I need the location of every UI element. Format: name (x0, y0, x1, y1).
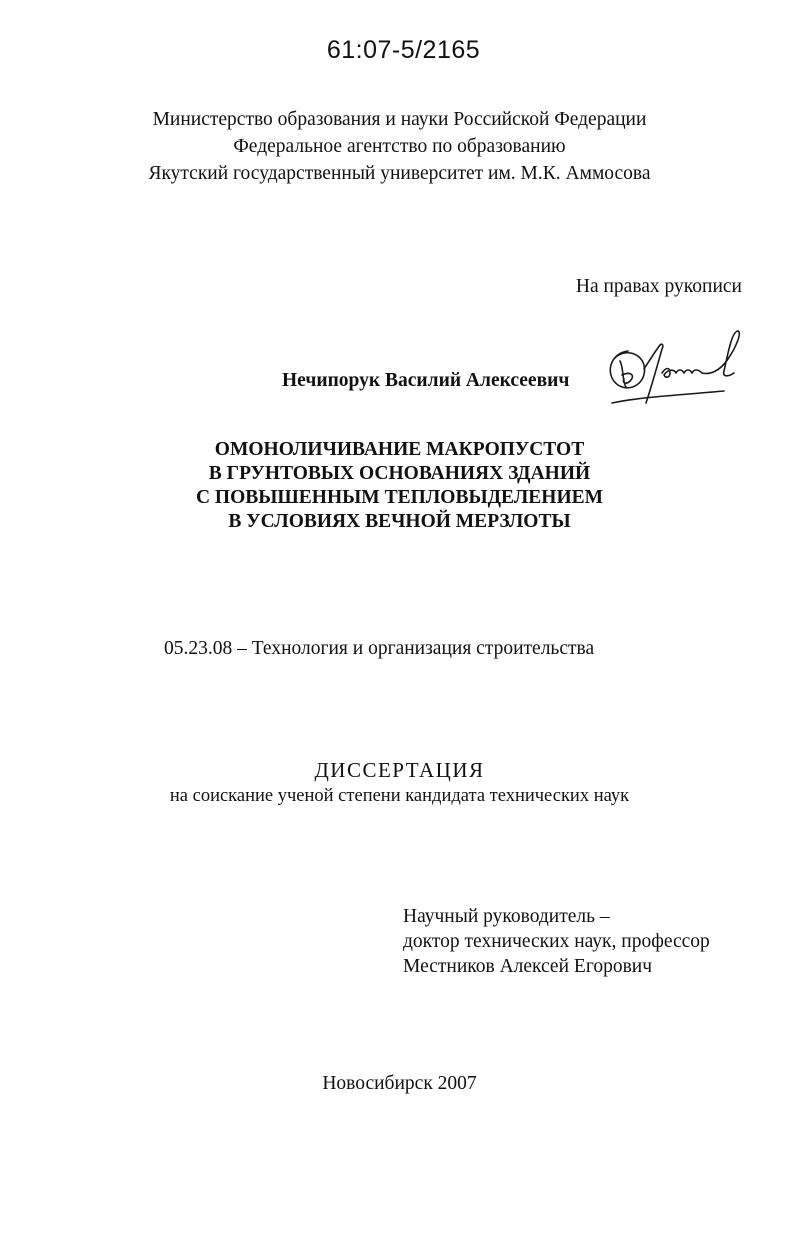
catalog-number: 61:07-5/2165 (326, 36, 481, 64)
advisor-name: Местников Алексей Егорович (403, 956, 653, 977)
author-name: Нечипорук Василий Алексеевич (282, 370, 570, 391)
title-line: В УСЛОВИЯХ ВЕЧНОЙ МЕРЗЛОТЫ (228, 511, 571, 532)
advisor-role: Научный руководитель – (403, 906, 610, 927)
university-line: Якутский государственный университет им. М.К. Аммосова (148, 163, 651, 184)
dissertation-subtitle: на соискание ученой степени кандидата технических наук (169, 786, 630, 806)
title-line: С ПОВЫШЕННЫМ ТЕПЛОВЫДЕЛЕНИЕМ (195, 487, 604, 508)
handwritten-signature-icon (600, 323, 750, 423)
specialty-code: 05.23.08 – Технология и организация строительства (164, 638, 595, 659)
rights-note: На правах рукописи (575, 276, 742, 297)
advisor-degree: доктор технических наук, профессор (403, 931, 710, 952)
dissertation-title (0, 438, 799, 534)
advisor-block (403, 904, 710, 979)
title-line: ОМОНОЛИЧИВАНИЕ МАКРОПУСТОТ (214, 439, 585, 460)
organization-block (0, 106, 799, 187)
title-line: В ГРУНТОВЫХ ОСНОВАНИЯХ ЗДАНИЙ (208, 463, 591, 484)
dissertation-heading: ДИССЕРТАЦИЯ (314, 758, 485, 782)
city-year: Новосибирск 2007 (322, 1073, 477, 1094)
agency-line: Федеральное агентство по образованию (233, 136, 566, 157)
ministry-line: Министерство образования и науки Российской Федерации (152, 109, 647, 130)
